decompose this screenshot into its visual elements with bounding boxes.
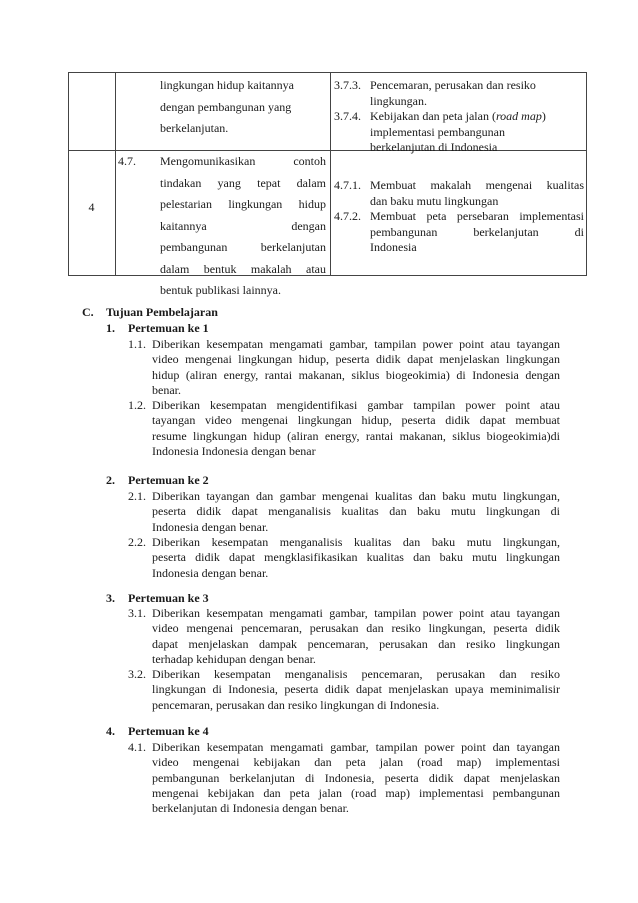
- objective-line: Diberikan kesempatan mengamati gambar, tampilan power point atau tayangan: [152, 337, 560, 351]
- row2-indicator-cell: [334, 178, 584, 256]
- row1-kd-line: lingkungan hidup kaitannya: [160, 78, 294, 92]
- meeting-number: 4.: [106, 724, 115, 738]
- row2-number: 4: [88, 200, 95, 214]
- objective-line: Indonesia Indonesia dengan benar: [152, 443, 316, 458]
- objective-line: peserta didik dapat menganalisis kualitas dan baku mutu lingkungan di: [152, 504, 560, 519]
- section-letter: C.: [82, 305, 94, 319]
- indicator-text: ): [541, 109, 546, 123]
- indicator-line: implementasi pembangunan: [370, 124, 505, 139]
- row1-kd-cell: [160, 75, 325, 140]
- row2-kd-line: dalam bentuk makalah atau: [160, 261, 326, 276]
- meeting-number: 2.: [106, 473, 115, 487]
- objective-line: Diberikan tayangan dan gambar mengenai kualitas dan baku mutu lingkungan,: [152, 489, 560, 503]
- objective-line: Diberikan kesempatan mengamati gambar, tampilan power point dan tayangan: [152, 740, 560, 754]
- indicator-item: [334, 78, 584, 109]
- row2-kd-cell: [118, 151, 328, 302]
- objective-line: video mengenai pencemaran, perusakan dan resiko lingkungan, peserta didik: [152, 621, 560, 636]
- indicator-number: 3.7.4.: [334, 109, 361, 123]
- row2-kd-line: bentuk publikasi lainnya.: [160, 283, 281, 297]
- indicator-italic-text: road map: [495, 109, 542, 123]
- objective-line: tayangan video mengenai lingkungan hidup, peserta didik dapat membuat: [152, 413, 560, 428]
- row1-kd-line: dengan pembangunan yang: [160, 99, 292, 114]
- indicator-line: Membuat makalah mengenai kualitas: [370, 178, 584, 192]
- objective-number: 1.2.: [128, 398, 146, 412]
- row2-kd-line: pembangunan berkelanjutan: [160, 240, 326, 254]
- row2-kd-line: kaitannya dengan: [160, 218, 326, 233]
- objective-line: Diberikan kesempatan mengamati gambar, tampilan power point atau tayangan: [152, 606, 560, 620]
- objective-number: 2.2.: [128, 535, 146, 549]
- objective-line: hidup (aliran energy, rantai makanan, siklus biogeokimia) di Indonesia dengan: [152, 367, 560, 382]
- objective-line: Indonesia dengan benar.: [152, 519, 269, 534]
- indicator-line: Membuat peta persebaran implementasi: [370, 209, 584, 223]
- indicator-line: Pencemaran, perusakan dan resiko: [370, 78, 536, 92]
- objective-line: lingkungan di Indonesia, peserta didik dapat menjelaskan upaya meminimalisir: [152, 682, 560, 697]
- objective-line: peserta didik dapat mengklasifikasikan kualitas dan baku mutu lingkungan: [152, 550, 560, 565]
- indicator-number: 4.7.2.: [334, 209, 361, 223]
- indicator-number: 4.7.1.: [334, 178, 361, 192]
- indicator-line: lingkungan.: [370, 93, 427, 108]
- indicator-line: pembangunan berkelanjutan di: [370, 224, 584, 239]
- indicator-item: [334, 109, 584, 156]
- objective-line: Diberikan kesempatan menganalisis kualitas dan baku mutu lingkungan,: [152, 535, 560, 549]
- objective-line: pencemaran, perusakan dan resiko lingkungan di Indonesia.: [152, 697, 440, 712]
- objective-item: [128, 740, 560, 816]
- row1-indicator-cell: [334, 78, 584, 156]
- objective-line: pembangunan berkelanjutan di Indonesia, peserta didik dapat menjelaskan: [152, 770, 560, 785]
- objective-line: video mengenai lingkungan hidup, peserta didik dapat menjelaskan lingkungan: [152, 352, 560, 367]
- objective-number: 3.1.: [128, 606, 146, 620]
- meeting-title: Pertemuan ke 4: [128, 724, 209, 738]
- row2-kd-line: tindakan yang tepat dalam: [160, 175, 326, 190]
- indicator-number: 3.7.3.: [334, 78, 361, 92]
- objective-item: [128, 606, 560, 667]
- section-title: Tujuan Pembelajaran: [106, 305, 218, 319]
- indicator-item: [334, 178, 584, 209]
- objective-line: berkelanjutan di Indonesia dengan benar.: [152, 801, 349, 816]
- meeting-number: 3.: [106, 591, 115, 605]
- table-col-divider-1: [115, 72, 116, 276]
- objective-line: Diberikan kesempatan mengidentifikasi gambar tampilan power point atau: [152, 398, 560, 412]
- objective-line: Diberikan kesempatan menganalisis pencemaran, perusakan dan resiko: [152, 667, 560, 681]
- row2-kd-line: Mengomunikasikan contoh: [160, 154, 326, 168]
- objective-number: 2.1.: [128, 489, 146, 503]
- objective-line: mengenai kebijakan dan peta jalan (road map) implementasi pembangunan: [152, 785, 560, 800]
- objective-item: [128, 535, 560, 581]
- meeting-title: Pertemuan ke 1: [128, 321, 209, 335]
- table-border-left: [68, 72, 69, 276]
- objective-item: [128, 489, 560, 535]
- meeting-title: Pertemuan ke 3: [128, 591, 209, 605]
- objective-line: video mengenai kebijakan dan peta jalan (road map) implementasi: [152, 755, 560, 770]
- indicator-line: Indonesia: [370, 240, 417, 254]
- objective-item: [128, 667, 560, 713]
- indicator-line: berkelanjutan di Indonesia: [370, 140, 498, 154]
- indicator-line: [370, 109, 584, 125]
- objective-line: resume lingkungan hidup (aliran energy, rantai makanan, siklus biogeokimia)di: [152, 428, 560, 443]
- row2-kd-line: pelestarian lingkungan hidup: [160, 197, 326, 211]
- row1-kd-line: berkelanjutan.: [160, 121, 229, 135]
- objective-number: 4.1.: [128, 740, 146, 754]
- indicator-item: [334, 209, 584, 256]
- objective-line: dapat menjelaskan dampak pencemaran, perusakan dan resiko lingkungan: [152, 636, 560, 651]
- indicator-line: dan baku mutu lingkungan: [370, 193, 499, 208]
- meeting-title: Pertemuan ke 2: [128, 473, 209, 487]
- objective-line: terhadap kehidupan dengan benar.: [152, 651, 316, 666]
- table-border-top: [68, 72, 587, 73]
- objective-number: 3.2.: [128, 667, 146, 681]
- table-col-divider-2: [330, 72, 331, 276]
- objective-line: benar.: [152, 382, 181, 397]
- row2-kd-number: 4.7.: [118, 154, 136, 168]
- meeting-number: 1.: [106, 321, 115, 335]
- objective-item: [128, 398, 560, 459]
- objective-number: 1.1.: [128, 337, 146, 351]
- objective-line: Indonesia dengan benar.: [152, 565, 269, 580]
- table-border-right: [586, 72, 587, 276]
- indicator-text: Kebijakan dan peta jalan (: [370, 109, 496, 123]
- objective-item: [128, 337, 560, 398]
